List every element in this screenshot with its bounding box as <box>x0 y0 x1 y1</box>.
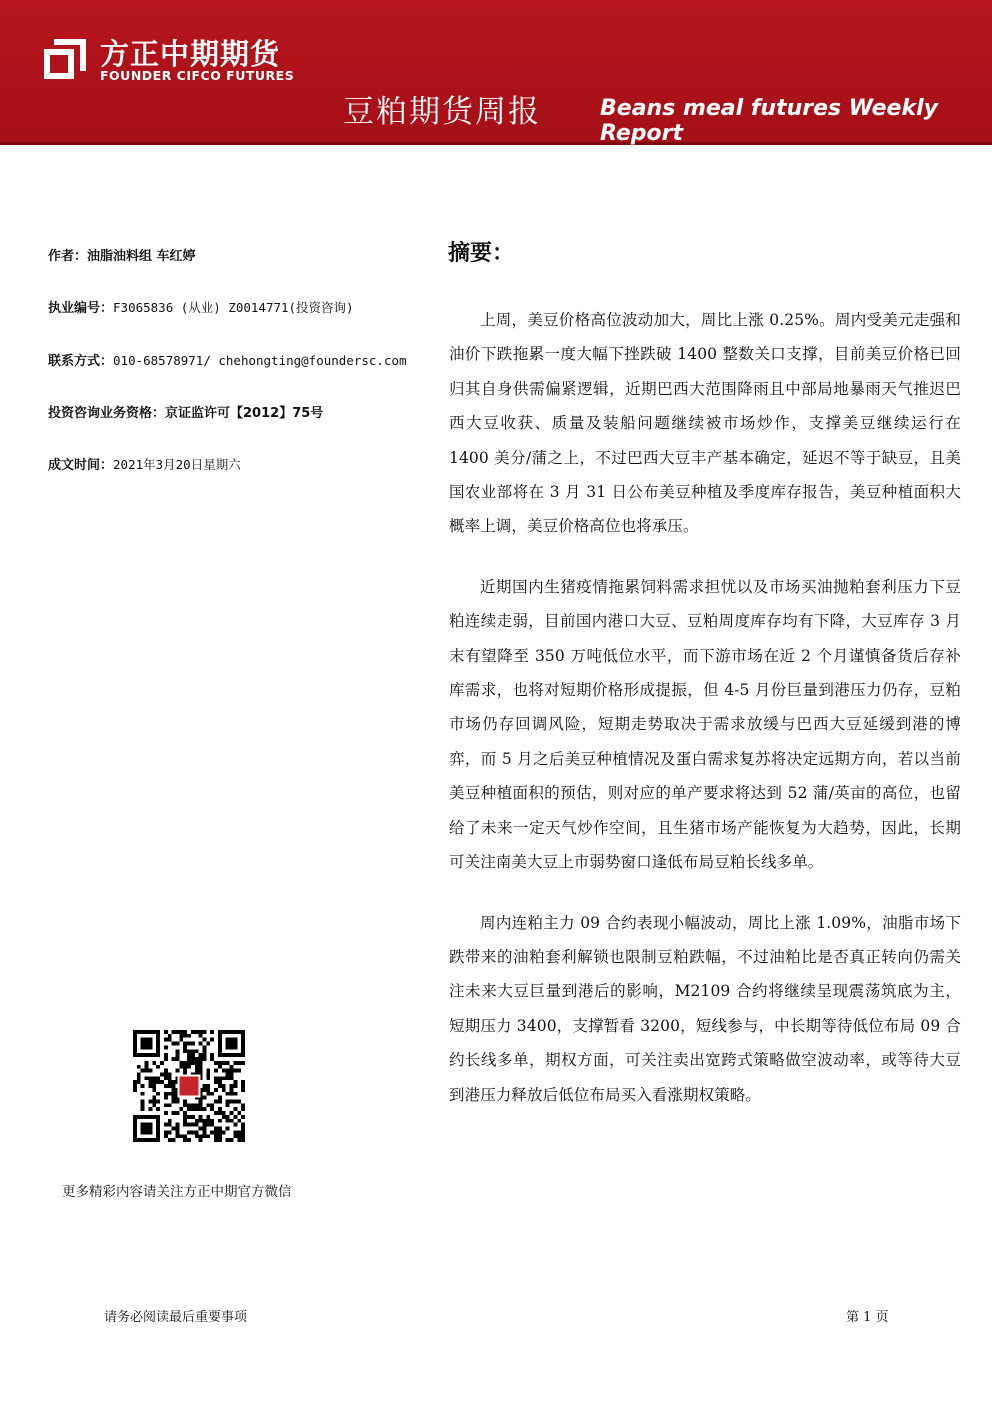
date-label: 成文时间： <box>48 458 114 473</box>
contact-line <box>48 350 407 369</box>
page-number: 第 1 页 <box>846 1310 889 1325</box>
qualification-line <box>48 402 323 421</box>
license-label: 执业编号： <box>48 301 114 316</box>
summary-paragraph: 近期国内生猪疫情拖累饲料需求担忧以及市场买油抛粕套利压力下豆粕连续走弱，目前国内港口大豆、豆粕周度库存均有下降，大豆库存 3 月末有望降至 350 万吨低位水平，而下游市场在近 2 个月谨慎备货后存补库需求，也将对短期价格形成提振，但 4-5 月份巨量到港压力仍存，豆粕市场仍存回调风险，短期走势取决于需求放缓与巴西大豆延缓到港的博弈，而 5 月之后美豆种植情况及蛋白需求复苏将决定远期方向，若以当前美豆种植面积的预估，则对应的单产要求将达到 52 蒲/英亩的高位，也留给了未来一定天气炒作空间，且生猪市场产能恢复为大趋势，因此，长期可关注南美大豆上市弱势窗口逢低布局豆粕长线多单。 <box>449 577 961 872</box>
author-value: 油脂油料组 车红婷 <box>87 249 196 264</box>
report-title-cn: 豆粕期货周报 <box>343 94 541 130</box>
contact-label: 联系方式： <box>48 354 114 369</box>
header-banner <box>0 0 992 145</box>
qr-caption: 更多精彩内容请关注方正中期官方微信 <box>62 1184 292 1200</box>
license-value: F3065836 (从业) Z0014771(投资咨询) <box>113 300 354 315</box>
date-line <box>48 454 241 473</box>
footer-notice: 请务必阅读最后重要事项 <box>104 1310 248 1325</box>
author-line <box>48 245 196 264</box>
summary-title: 摘要： <box>448 241 515 266</box>
license-line <box>48 297 354 316</box>
qualification-label: 投资咨询业务资格： <box>48 406 166 421</box>
summary-paragraph: 周内连粕主力 09 合约表现小幅波动，周比上涨 1.09%，油脂市场下跌带来的油粕套利解锁也限制豆粕跌幅，不过油粕比是否真正转向仍需关注未来大豆巨量到港后的影响，M2109 合约将继续呈现震荡筑底为主，短期压力 3400，支撑暂看 3200，短线参与，中长期等待低位布局 09 合约长线多单，期权方面，可关注卖出宽跨式策略做空波动率，或等待大豆到港压力释放后低位布局买入看涨期权策略。 <box>449 913 961 1104</box>
summary-paragraph: 上周，美豆价格高位波动加大，周比上涨 0.25%。周内受美元走强和油价下跌拖累一度大幅下挫跌破 1400 整数关口支撑，目前美豆价格已回归其自身供需偏紧逻辑，近期巴西大范围降雨且中部局地暴雨天气推迟巴西大豆收获、质量及装船问题继续被市场炒作，支撑美豆继续运行在 1400 美分/蒲之上，不过巴西大豆丰产基本确定，延迟不等于缺豆，且美国农业部将在 3 月 31 日公布美豆种植及季度库存报告，美豆种植面积大概率上调，美豆价格高位也将承压。 <box>449 311 961 536</box>
author-label: 作者： <box>48 249 88 264</box>
qr-code-icon <box>133 1030 245 1142</box>
founder-logo-icon <box>40 33 90 83</box>
company-name-cn: 方正中期期货 <box>100 37 281 71</box>
company-name-en: FOUNDER CIFCO FUTURES <box>100 68 295 83</box>
report-title-en: Beans meal futures Weekly Report <box>600 96 938 146</box>
contact-value: 010-68578971/ chehongting@foundersc.com <box>113 353 407 368</box>
date-value: 2021年3月20日星期六 <box>113 457 241 472</box>
summary-body <box>449 303 961 1138</box>
qualification-value: 京证监许可【2012】75号 <box>165 406 324 421</box>
